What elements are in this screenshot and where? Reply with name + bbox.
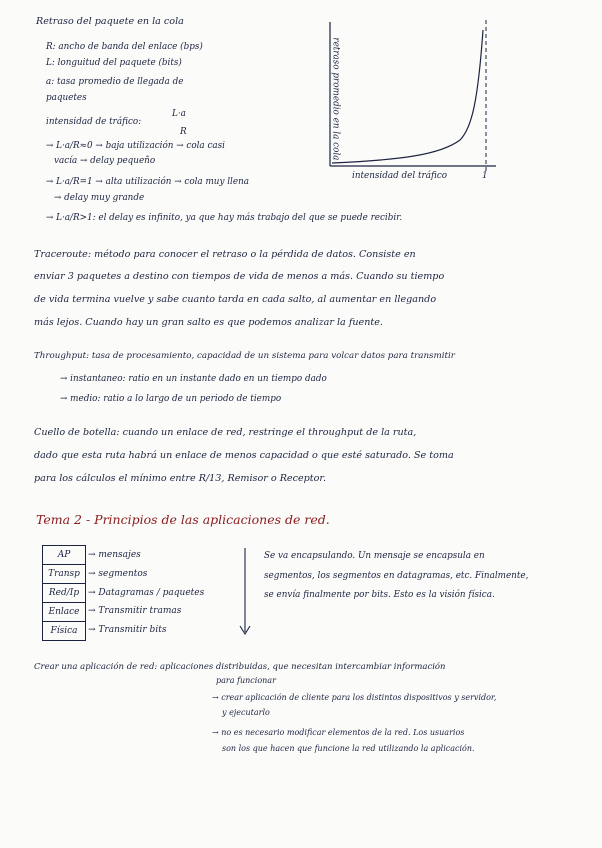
crear-line-1: Crear una aplicación de red: aplicaciones distribuidas, que necesitan intercambiar información	[34, 662, 446, 672]
cuello-line-1: Cuello de botella: cuando un enlace de red, restringe el throughput de la ruta,	[34, 427, 417, 438]
cuello-line-3: para los cálculos el mínimo entre R/13, Remisor o Receptor.	[34, 473, 327, 484]
throughput-medio: → medio: ratio a lo largo de un periodo de tiempo	[60, 394, 282, 404]
crear-line-1-cont: para funcionar	[216, 676, 276, 685]
layer-red: Red/Ip	[43, 584, 85, 603]
crear-line-2-cont: y ejecutarlo	[222, 708, 270, 717]
layer-ap: AP	[43, 546, 85, 565]
layer-enlace: Enlace	[43, 603, 85, 622]
stack-desc-3: se envía finalmente por bits. Esto es la visión física.	[264, 590, 495, 600]
layer-transp: Transp	[43, 565, 85, 584]
def-a-cont: paquetes	[46, 93, 87, 103]
arrow-segmentos: → segmentos	[88, 569, 148, 579]
arrow-datagramas: → Datagramas / paquetes	[88, 588, 205, 598]
intensity-denominator: R	[180, 127, 187, 137]
traceroute-line-4: más lejos. Cuando hay un gran salto es que podemos analizar la fuente.	[34, 317, 383, 328]
graph-x-label: intensidad del tráfico	[352, 171, 448, 181]
def-l: L: longuitud del paquete (bits)	[46, 58, 182, 68]
crear-line-3-cont: son los que hacen que funcione la red utilizando la aplicación.	[222, 744, 475, 753]
case-one: → L·a/R=1 → alta utilización → cola muy llena	[46, 177, 249, 187]
intensity-label: intensidad de tráfico:	[46, 117, 142, 127]
traceroute-line-2: enviar 3 paquetes a destino con tiempos de vida de menos a más. Cuando su tiempo	[34, 271, 445, 282]
throughput-line-1: Throughput: tasa de procesamiento, capacidad de un sistema para volcar datos para transmitir	[34, 351, 455, 361]
def-r: R: ancho de banda del enlace (bps)	[46, 42, 203, 52]
arrow-bits: → Transmitir bits	[88, 625, 167, 635]
traceroute-line-1: Traceroute: método para conocer el retraso o la pérdida de datos. Consiste en	[34, 249, 416, 260]
case-one-cont: → delay muy grande	[54, 193, 145, 203]
case-low-cont: vacía → delay pequeño	[54, 156, 156, 166]
arrow-mensajes: → mensajes	[88, 550, 141, 560]
case-low: → L·a/R≈0 → baja utilización → cola casi	[46, 141, 225, 151]
traceroute-line-3: de vida termina vuelve y sabe cuanto tarda en cada salto, al aumentar en llegando	[34, 294, 437, 305]
arrow-tramas: → Transmitir tramas	[88, 606, 182, 616]
case-high: → L·a/R>1: el delay es infinito, ya que hay más trabajo del que se puede recibir.	[46, 213, 403, 223]
tema2-title: Tema 2 - Principios de las aplicaciones de red.	[36, 512, 330, 527]
crear-line-3: → no es necesario modificar elementos de la red. Los usuarios	[212, 728, 465, 737]
intensity-numerator: L·a	[172, 109, 186, 119]
throughput-instant: → instantaneo: ratio en un instante dado en un tiempo dado	[60, 374, 327, 384]
stack-desc-1: Se va encapsulando. Un mensaje se encapsula en	[264, 551, 485, 561]
def-a: a: tasa promedio de llegada de	[46, 77, 184, 87]
stack-desc-2: segmentos, los segmentos en datagramas, etc. Finalmente,	[264, 571, 529, 581]
graph-y-label: retraso promedio en la cola	[330, 37, 341, 161]
crear-line-2: → crear aplicación de cliente para los distintos dispositivos y servidor,	[212, 693, 497, 702]
cuello-line-2: dado que esta ruta habrá un enlace de menos capacidad o que esté saturado. Se toma	[34, 450, 454, 461]
layer-fisica: Física	[50, 626, 78, 636]
section-title-retraso: Retraso del paquete en la cola	[36, 16, 184, 27]
graph-x-tick: 1	[482, 171, 488, 181]
